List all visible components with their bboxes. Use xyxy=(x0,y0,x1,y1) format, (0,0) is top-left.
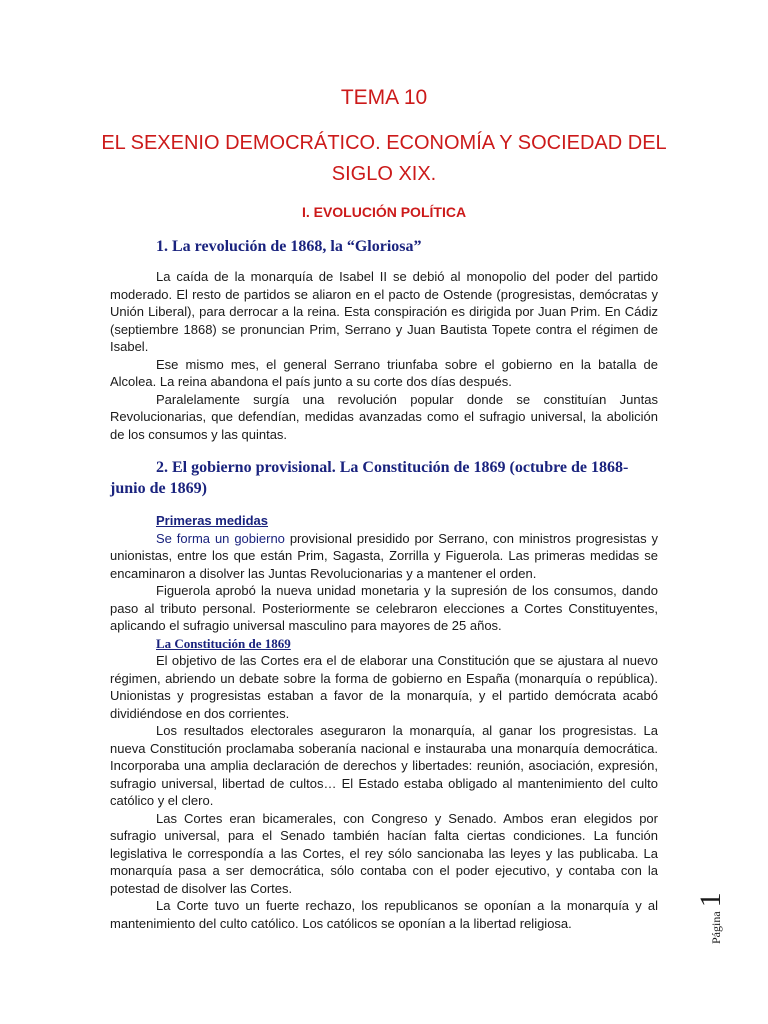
page-label: Página xyxy=(709,911,723,944)
section1-body xyxy=(110,268,658,443)
subheading-constitucion-1869: La Constitución de 1869 xyxy=(156,635,291,651)
section-title: I. EVOLUCIÓN POLÍTICA xyxy=(301,204,467,220)
paragraph xyxy=(110,530,658,583)
document-title: EL SEXENIO DEMOCRÁTICO. ECONOMÍA Y SOCIEDAD DEL SIGLO XIX. xyxy=(101,132,667,185)
heading-revolucion-1868 xyxy=(110,236,658,257)
paragraph: La caída de la monarquía de Isabel II se debió al monopolio del poder del partido moderado. El resto de partidos se aliaron en el pacto de Ostende (progresistas, demócratas y Unión Liberal), para derrocar a la reina. Esta conspiración es dirigida por Juan Prim. En Cádiz (septiembre 1868) se pronuncian Prim, Serrano y Juan Bautista Topete contra el régimen de Isabel. xyxy=(110,269,658,354)
paragraph: Figuerola aprobó la nueva unidad monetaria y la supresión de los consumos, dando paso al tributo personal. Posteriormente se celebraron elecciones a Cortes Constituyentes, aplicando el sufragio universal masculino para mayores de 25 años. xyxy=(110,583,658,633)
lead-text: Se forma un gobierno xyxy=(156,530,285,546)
paragraph: Paralelamente surgía una revolución popular donde se constituían Juntas Revolucionarias, que defendían, medidas avanzadas como el sufragio universal, la abolición de los consumos y las quintas. xyxy=(110,391,658,442)
section2-body xyxy=(110,512,658,932)
heading-gobierno-provisional: 2. El gobierno provisional. La Constitución de 1869 (octubre de 1868-junio de 1869) xyxy=(110,459,629,497)
paragraph-text: provisional presidido por Serrano, con ministros progresistas y unionistas, entre los que están Prim, Sagasta, Zorrilla y Figuerola. Las primeras medidas se encaminaron a disolver las Juntas Revolucionarias y a mantener el orden. xyxy=(110,530,659,581)
tema-label: TEMA 10 xyxy=(340,86,428,109)
page-number xyxy=(694,864,734,944)
paragraph: La Corte tuvo un fuerte rechazo, los republicanos se oponían a la monarquía y al mantenimiento del culto católico. Los católicos se oponían a la libertad religiosa. xyxy=(110,898,658,931)
page-number-value: 1 xyxy=(694,892,727,908)
paragraph: Ese mismo mes, el general Serrano triunfaba sobre el gobierno en la batalla de Alcolea. La reina abandona el país junto a su corte dos días después. xyxy=(110,356,658,389)
subheading-primeras-medidas: Primeras medidas xyxy=(156,513,269,528)
heading-text: 1. La revolución de 1868, la “Gloriosa” xyxy=(156,238,422,255)
paragraph: Las Cortes eran bicamerales, con Congreso y Senado. Ambos eran elegidos por sufragio universal, para el Senado también hacían falta ciertas condiciones. La función legislativa le correspondía a las Cortes, el rey sólo sancionaba las leyes y las publicaba. La monarquía pasa a ser democrática, sólo contaba con el poder ejecutivo, y contaba con la potestad de disolver las Cortes. xyxy=(110,810,658,896)
paragraph: El objetivo de las Cortes era el de elaborar una Constitución que se ajustara al nuevo régimen, abriendo un debate sobre la forma de gobierno en España (monarquía o república). Unionistas y progresistas estaban a favor de la monarquía, y el partido demócrata acabó dividiéndose en dos corrientes. xyxy=(110,653,658,721)
paragraph: Los resultados electorales aseguraron la monarquía, al ganar los progresistas. La nueva Constitución proclamaba soberanía nacional e instauraba una monarquía democrática. Incorporaba una amplia declaración de derechos y libertades: reunión, asociación, expresión, sufragio universal, libertad de cultos… El Estado estaba obligado al mantenimiento del culto católico y el clero. xyxy=(110,723,658,808)
